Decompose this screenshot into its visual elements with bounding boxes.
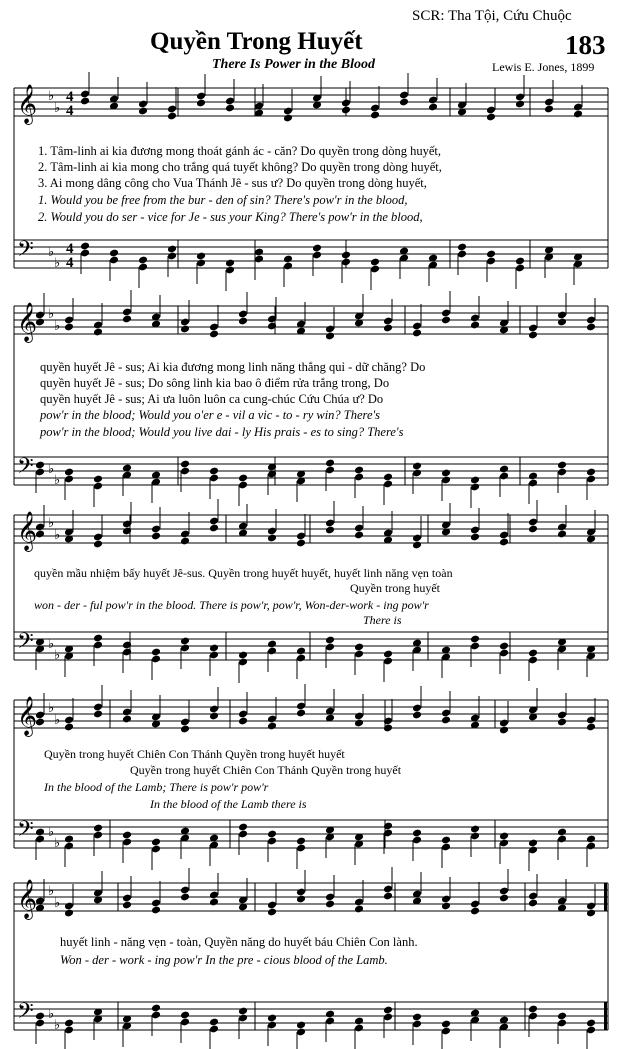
notehead: [528, 1005, 538, 1014]
notehead: [557, 318, 567, 327]
notehead: [515, 100, 525, 109]
system2-lyric-v2: quyền huyết Jê - sus; Do sông linh kia bao ô điểm rửa trắng trong, Do: [40, 376, 390, 390]
final-barline: [604, 883, 607, 911]
notehead: [325, 900, 335, 909]
notehead: [586, 468, 596, 477]
notehead: [354, 719, 364, 728]
flat-sign: ♭: [54, 318, 61, 333]
notehead: [209, 898, 219, 907]
hymn-title: Quyền Trong Huyết: [150, 28, 363, 55]
flat-sign: ♭: [54, 255, 61, 270]
system1-lyric-v2: 2. Tâm-linh ai kia mong cho trắng quá tuyết không? Do quyền trong dòng huyết,: [38, 160, 442, 174]
flat-sign: ♭: [48, 515, 55, 530]
system3-lyric-v1-alto: Quyền trong huyết: [350, 581, 440, 595]
notehead: [196, 252, 206, 261]
notehead: [35, 828, 45, 837]
notehead: [238, 823, 248, 832]
notehead: [441, 902, 451, 911]
notehead: [180, 1011, 190, 1020]
notehead: [354, 466, 364, 475]
flat-sign: ♭: [48, 461, 55, 476]
notehead: [586, 835, 596, 844]
notehead: [209, 712, 219, 721]
treble-clef: 𝄞: [17, 881, 38, 918]
notehead: [167, 245, 177, 254]
notehead: [138, 107, 148, 116]
flat-sign: ♭: [48, 636, 55, 651]
notehead: [151, 648, 161, 657]
scripture-reference: SCR: Tha Tội, Cứu Chuộc: [412, 8, 572, 24]
system1-lyric-en2: 2. Would you do ser - vice for Je - sus your King? There's pow'r in the blood,: [38, 210, 423, 224]
notehead: [528, 649, 538, 658]
notehead: [151, 1004, 161, 1013]
notehead: [557, 718, 567, 727]
notehead: [225, 104, 235, 113]
system3-lyric-v1: quyền mầu nhiệm bấy huyết Jê-sus. Quyền trong huyết huyết, huyết linh năng vẹn toàn: [34, 566, 453, 580]
notehead: [325, 332, 335, 341]
notehead: [412, 462, 422, 471]
system5-lyric-v1: huyết linh - năng vẹn - toàn, Quyền năng do huyết báu Chiên Con lành.: [60, 935, 418, 949]
notehead: [35, 461, 45, 470]
notehead: [283, 255, 293, 264]
notehead: [412, 1013, 422, 1022]
notehead: [441, 1020, 451, 1029]
system1-lyric-v1: 1. Tâm-linh ai kia đương mong thoát gánh ác - căn? Do quyền trong dòng huyết,: [38, 144, 441, 158]
treble-clef: 𝄞: [17, 513, 38, 550]
notehead: [354, 905, 364, 914]
notehead: [296, 837, 306, 846]
system1-lyric-en1: 1. Would you be free from the bur - den of sin? There's pow'r in the blood,: [38, 193, 408, 207]
notehead: [441, 836, 451, 845]
notehead: [209, 1018, 219, 1027]
notehead: [209, 524, 219, 533]
notehead: [515, 257, 525, 266]
notehead: [35, 1012, 45, 1021]
notehead: [93, 540, 103, 549]
notehead: [238, 717, 248, 726]
notehead: [64, 835, 74, 844]
notehead: [296, 1021, 306, 1030]
notehead: [225, 259, 235, 268]
notehead: [341, 251, 351, 260]
notehead: [499, 538, 509, 547]
flat-sign: ♭: [54, 835, 61, 850]
notehead: [470, 476, 480, 485]
notehead: [267, 830, 277, 839]
notehead: [528, 331, 538, 340]
notehead: [528, 472, 538, 481]
notehead: [428, 103, 438, 112]
notehead: [93, 824, 103, 833]
notehead: [267, 1014, 277, 1023]
notehead: [354, 1017, 364, 1026]
notehead: [209, 467, 219, 476]
notehead: [499, 465, 509, 474]
notehead: [528, 525, 538, 534]
notehead: [499, 894, 509, 903]
notehead: [138, 256, 148, 265]
flat-sign: ♭: [48, 700, 55, 715]
notehead: [586, 909, 596, 918]
notehead: [412, 541, 422, 550]
system2-lyric-en2: pow'r in the blood; Would you live dai - ly His prais - es to sing? There's: [40, 425, 404, 439]
notehead: [383, 822, 393, 831]
system1-lyric-v3: 3. Ai mong dâng công cho Vua Thánh Jê - sus ư? Do quyền trong dòng huyết,: [38, 176, 427, 190]
notehead: [93, 634, 103, 643]
notehead: [557, 530, 567, 539]
notehead: [93, 710, 103, 719]
notehead: [296, 647, 306, 656]
notehead: [528, 839, 538, 848]
notehead: [412, 329, 422, 338]
system2-lyric-v1: quyền huyết Jê - sus; Ai kia đương mong linh năng thắng quỉ - dữ chăng? Do: [40, 360, 426, 374]
time-signature-bottom: 4: [66, 103, 74, 119]
final-barline: [604, 1002, 607, 1030]
bass-clef: 𝄢: [17, 454, 34, 483]
treble-clef: 𝄞: [17, 304, 38, 341]
notehead: [499, 726, 509, 735]
bass-clef: 𝄢: [17, 999, 34, 1028]
notehead: [470, 907, 480, 916]
notehead: [109, 249, 119, 258]
notehead: [238, 317, 248, 326]
notehead: [399, 98, 409, 107]
flat-sign: ♭: [48, 883, 55, 898]
notehead: [283, 114, 293, 123]
notehead: [64, 723, 74, 732]
system3-lyric-en: won - der - ful pow'r in the blood. There is pow'r, pow'r, Won-der-work - ing pow'r: [34, 598, 429, 612]
notehead: [312, 244, 322, 253]
notehead: [93, 328, 103, 337]
notehead: [470, 533, 480, 542]
notehead: [557, 828, 567, 837]
notehead: [383, 650, 393, 659]
notehead: [325, 459, 335, 468]
notehead: [180, 460, 190, 469]
flat-sign: ♭: [54, 1017, 61, 1032]
notehead: [383, 1006, 393, 1015]
treble-clef: 𝄞: [17, 698, 38, 735]
time-signature-bottom: 4: [66, 255, 74, 271]
notehead: [383, 892, 393, 901]
notehead: [470, 321, 480, 330]
notehead: [267, 322, 277, 331]
notehead: [64, 1019, 74, 1028]
notehead: [586, 723, 596, 732]
notehead: [267, 534, 277, 543]
system2-lyric-v3: quyền huyết Jê - sus; Ai ưa luôn luôn ca cung-chúc Cứu Chúa ư? Do: [40, 392, 384, 406]
flat-sign: ♭: [54, 472, 61, 487]
notehead: [325, 636, 335, 645]
notehead: [441, 716, 451, 725]
english-title: There Is Power in the Blood: [212, 57, 375, 72]
notehead: [528, 899, 538, 908]
notehead: [325, 526, 335, 535]
system5-lyric-en: Won - der - work - ing pow'r In the pre - cious blood of the Lamb.: [60, 953, 388, 967]
notehead: [586, 1019, 596, 1028]
notehead: [296, 709, 306, 718]
notehead: [557, 461, 567, 470]
flat-sign: ♭: [48, 88, 55, 103]
notehead: [122, 901, 132, 910]
notehead: [93, 475, 103, 484]
time-signature-top: 4: [66, 241, 74, 257]
notehead: [383, 473, 393, 482]
notehead: [122, 831, 132, 840]
hymn-number: 183: [565, 30, 606, 60]
notehead: [557, 1012, 567, 1021]
notehead: [486, 250, 496, 259]
notehead: [180, 537, 190, 546]
notehead: [80, 97, 90, 106]
notehead: [167, 112, 177, 121]
flat-sign: ♭: [54, 100, 61, 115]
notehead: [151, 838, 161, 847]
notehead: [383, 724, 393, 733]
notehead: [122, 527, 132, 536]
notehead: [370, 111, 380, 120]
flat-sign: ♭: [54, 712, 61, 727]
notehead: [470, 825, 480, 834]
system4-lyric-en: In the blood of the Lamb; There is pow'r pow'r: [44, 780, 269, 794]
time-signature-top: 4: [66, 89, 74, 105]
notehead: [151, 906, 161, 915]
notehead: [470, 635, 480, 644]
notehead: [209, 644, 219, 653]
notehead: [151, 532, 161, 541]
flat-sign: ♭: [48, 244, 55, 259]
flat-sign: ♭: [54, 527, 61, 542]
notehead: [354, 643, 364, 652]
notehead: [499, 642, 509, 651]
notehead: [122, 315, 132, 324]
notehead: [180, 893, 190, 902]
notehead: [573, 110, 583, 119]
flat-sign: ♭: [48, 306, 55, 321]
notehead: [209, 330, 219, 339]
flat-sign: ♭: [48, 1006, 55, 1021]
notehead: [325, 1010, 335, 1019]
notehead: [238, 1007, 248, 1016]
notehead: [180, 637, 190, 646]
notehead: [354, 531, 364, 540]
author-credit: Lewis E. Jones, 1899: [492, 60, 595, 74]
flat-sign: ♭: [48, 824, 55, 839]
bass-clef: 𝄢: [17, 817, 34, 846]
notehead: [122, 715, 132, 724]
bass-clef: 𝄢: [17, 237, 34, 266]
notehead: [441, 469, 451, 478]
notehead: [544, 105, 554, 114]
notehead: [267, 908, 277, 917]
system4-lyric-en-bass: In the blood of the Lamb there is: [150, 797, 307, 811]
flat-sign: ♭: [54, 895, 61, 910]
notehead: [196, 99, 206, 108]
notehead: [238, 651, 248, 660]
notehead: [64, 468, 74, 477]
notehead: [180, 725, 190, 734]
notehead: [341, 106, 351, 115]
notehead: [238, 474, 248, 483]
notehead: [122, 641, 132, 650]
notehead: [267, 640, 277, 649]
notehead: [296, 895, 306, 904]
system3-lyric-en-bass: There is: [363, 613, 402, 627]
notehead: [383, 324, 393, 333]
notehead: [499, 832, 509, 841]
notehead: [412, 711, 422, 720]
notehead: [412, 829, 422, 838]
notehead: [586, 323, 596, 332]
notehead: [80, 242, 90, 251]
system4-lyric-v1-alto: Quyền trong huyết Chiên Con Thánh Quyền trong huyết: [130, 763, 402, 777]
bass-clef: 𝄢: [17, 629, 34, 658]
notehead: [64, 323, 74, 332]
notehead: [64, 909, 74, 918]
notehead: [441, 316, 451, 325]
treble-clef: 𝄞: [17, 86, 38, 123]
system4-lyric-v1: Quyền trong huyết Chiên Con Thánh Quyền trong huyết huyết: [44, 747, 345, 761]
notehead: [267, 722, 277, 731]
flat-sign: ♭: [54, 647, 61, 662]
notehead: [180, 325, 190, 334]
system2-lyric-en1: pow'r in the blood; Would you o'er e - vil a vic - to - ry win? There's: [40, 408, 381, 422]
notehead: [296, 539, 306, 548]
notehead: [486, 113, 496, 122]
notehead: [457, 243, 467, 252]
notehead: [370, 258, 380, 267]
